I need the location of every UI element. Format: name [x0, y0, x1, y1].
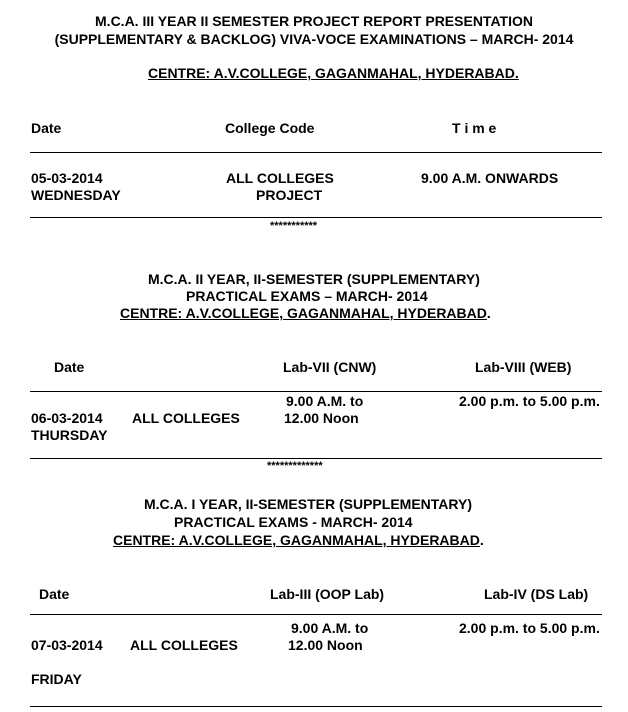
s2-centre: CENTRE: A.V.COLLEGE, GAGANMAHAL, HYDERABAD — [120, 305, 487, 321]
s2-row-day: THURSDAY — [31, 427, 108, 443]
s3-centre: CENTRE: A.V.COLLEGE, GAGANMAHAL, HYDERABAD — [113, 532, 480, 548]
s1-header-college-code: College Code — [225, 120, 315, 136]
s1-header-date: Date — [31, 120, 62, 136]
s3-bottom-rule — [30, 706, 602, 707]
s2-title-line1: M.C.A. II YEAR, II-SEMESTER (SUPPLEMENTARY) — [148, 271, 480, 287]
s3-header-lab-a: Lab-III (OOP Lab) — [270, 586, 385, 602]
s2-row-colleges: ALL COLLEGES — [132, 410, 240, 426]
s3-row-colleges: ALL COLLEGES — [130, 637, 238, 653]
s3-header-rule — [30, 614, 602, 615]
s2-header-rule — [30, 391, 602, 392]
s3-row-lab-a-line1: 9.00 A.M. to — [291, 620, 369, 636]
s2-header-date: Date — [54, 359, 85, 375]
s2-row-lab-a-line1: 9.00 A.M. to — [286, 393, 364, 409]
s1-row-date: 05-03-2014 — [31, 170, 103, 186]
s1-header-rule — [30, 152, 602, 153]
s1-header-time: T i m e — [452, 120, 497, 136]
s3-row-day: FRIDAY — [31, 671, 82, 687]
s2-row-lab-a-line2: 12.00 Noon — [284, 410, 359, 426]
s1-title-line2: (SUPPLEMENTARY & BACKLOG) VIVA-VOCE EXAMINATIONS – MARCH- 2014 — [54, 31, 574, 47]
s3-header-lab-b: Lab-IV (DS Lab) — [484, 586, 589, 602]
s2-header-lab-a: Lab-VII (CNW) — [283, 359, 377, 375]
s1-separator: *********** — [270, 220, 318, 232]
s3-row-lab-a-line2: 12.00 Noon — [288, 637, 363, 653]
s3-row-date: 07-03-2014 — [31, 637, 103, 653]
s3-header-date: Date — [39, 586, 70, 602]
s1-row-college-line2: PROJECT — [256, 187, 323, 203]
s1-row-day: WEDNESDAY — [31, 187, 121, 203]
s2-header-lab-b: Lab-VIII (WEB) — [475, 359, 572, 375]
s1-centre: CENTRE: A.V.COLLEGE, GAGANMAHAL, HYDERABAD. — [148, 65, 519, 81]
s2-centre-period: . — [486, 305, 491, 321]
s2-row-date: 06-03-2014 — [31, 410, 103, 426]
s1-title-line1: M.C.A. III YEAR II SEMESTER PROJECT REPORT PRESENTATION — [95, 13, 533, 29]
s3-centre-period: . — [479, 532, 484, 548]
s1-row-college-line1: ALL COLLEGES — [226, 170, 334, 186]
s2-centre-line — [120, 305, 491, 322]
s3-centre-line — [113, 532, 484, 549]
s2-separator: ************* — [267, 460, 323, 472]
s1-bottom-rule — [30, 217, 602, 218]
s1-row-time: 9.00 A.M. ONWARDS — [421, 170, 559, 186]
s2-title-line2: PRACTICAL EXAMS – MARCH- 2014 — [186, 288, 428, 304]
s3-title-line1: M.C.A. I YEAR, II-SEMESTER (SUPPLEMENTARY) — [144, 496, 472, 512]
s2-row-lab-b: 2.00 p.m. to 5.00 p.m. — [459, 393, 600, 409]
s3-row-lab-b: 2.00 p.m. to 5.00 p.m. — [459, 620, 600, 636]
s3-title-line2: PRACTICAL EXAMS - MARCH- 2014 — [174, 514, 413, 530]
